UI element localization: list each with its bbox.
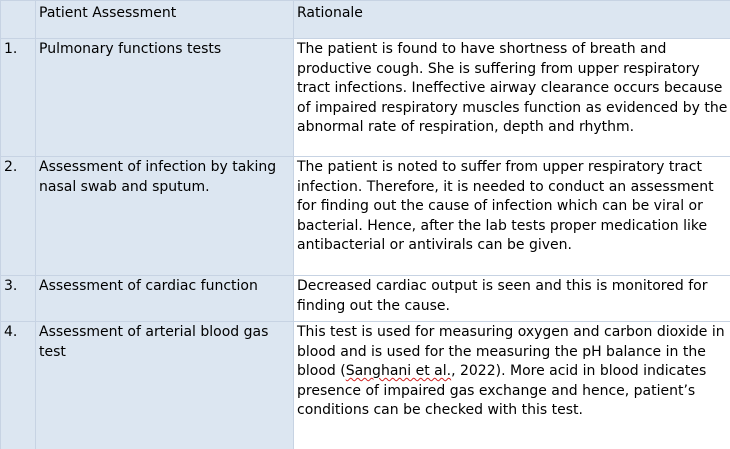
table-header-row <box>1 1 730 39</box>
header-rationale-cell[interactable]: Rationale <box>294 1 730 39</box>
table-row <box>1 39 730 157</box>
rationale-text-before: This test is used for measuring oxygen and carbon dioxide in blood and is used for the measuring the pH balance in the blood ( <box>297 324 725 379</box>
row-number-cell[interactable]: 3. <box>1 276 36 322</box>
row-assessment-cell[interactable]: Assessment of cardiac function <box>36 276 294 322</box>
row-number-cell[interactable]: 4. <box>1 322 36 449</box>
citation-author-spellcheck: Sanghani et al. <box>346 363 451 379</box>
table-row <box>1 157 730 276</box>
row-number-cell[interactable]: 1. <box>1 39 36 157</box>
row-assessment-cell[interactable]: Assessment of infection by taking nasal swab and sputum. <box>36 157 294 276</box>
table-row <box>1 276 730 322</box>
row-rationale-cell[interactable]: The patient is found to have shortness of breath and productive cough. She is suffering from upper respiratory tract infections. Ineffective airway clearance occurs because of impaired respiratory muscles function as evidenced by the abnormal rate of respiration, depth and rhythm. <box>294 39 730 157</box>
header-number-cell[interactable] <box>1 1 36 39</box>
row-assessment-cell[interactable]: Pulmonary functions tests <box>36 39 294 157</box>
table-row <box>1 322 730 449</box>
rationale-text-after: , 2022). More acid in blood indicates presence of impaired gas exchange and hence, patient’s conditions can be checked with this test. <box>297 363 706 418</box>
row-number-cell[interactable]: 2. <box>1 157 36 276</box>
row-rationale-cell[interactable]: The patient is noted to suffer from upper respiratory tract infection. Therefore, it is needed to conduct an assessment for finding out the cause of infection which can be viral or bacterial. Hence, after the lab tests proper medication like antibacterial or antivirals can be given. <box>294 157 730 276</box>
header-assessment-cell[interactable]: Patient Assessment <box>36 1 294 39</box>
row-rationale-cell[interactable] <box>294 322 730 449</box>
row-rationale-cell[interactable]: Decreased cardiac output is seen and this is monitored for finding out the cause. <box>294 276 730 322</box>
row-assessment-cell[interactable]: Assessment of arterial blood gas test <box>36 322 294 449</box>
